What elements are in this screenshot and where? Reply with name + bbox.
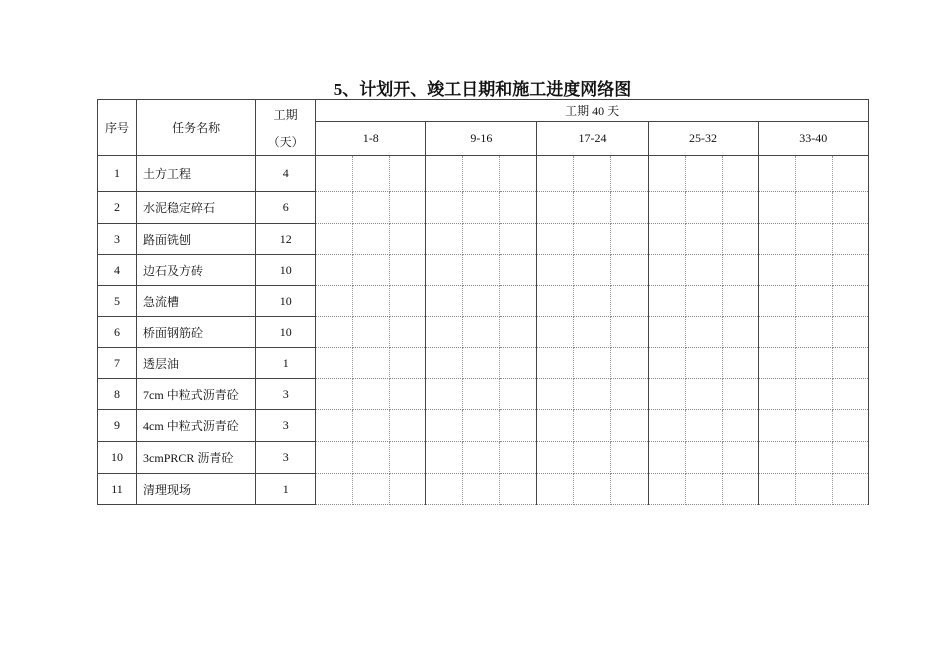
task-row: [98, 255, 869, 286]
task-duration: 6: [256, 192, 316, 224]
gantt-cell: [463, 379, 500, 410]
gantt-cell: [685, 156, 722, 192]
gantt-cell: [795, 379, 832, 410]
task-name: 3cmPRCR 沥青砼: [137, 442, 256, 474]
gantt-cell: [685, 442, 722, 474]
gantt-cell: [353, 156, 390, 192]
gantt-cell: [537, 410, 574, 442]
gantt-cell: [500, 379, 537, 410]
gantt-cell: [795, 442, 832, 474]
gantt-cell: [722, 379, 758, 410]
task-row: [98, 474, 869, 505]
task-row: [98, 224, 869, 255]
gantt-cell: [353, 474, 390, 505]
task-seq: 2: [98, 192, 137, 224]
task-duration: 12: [256, 224, 316, 255]
task-name: 边石及方砖: [137, 255, 256, 286]
gantt-cell: [353, 348, 390, 379]
header-task-name: 任务名称: [137, 100, 256, 156]
gantt-cell: [353, 442, 390, 474]
gantt-cell: [722, 224, 758, 255]
gantt-cell: [426, 348, 463, 379]
gantt-cell: [611, 410, 648, 442]
gantt-cell: [353, 317, 390, 348]
gantt-cell: [390, 156, 426, 192]
task-duration: 10: [256, 286, 316, 317]
gantt-cell: [500, 317, 537, 348]
gantt-cell: [758, 286, 795, 317]
gantt-cell: [353, 192, 390, 224]
gantt-cell: [685, 474, 722, 505]
gantt-cell: [426, 410, 463, 442]
gantt-cell: [316, 442, 353, 474]
gantt-cell: [463, 442, 500, 474]
header-period-total: 工期 40 天: [316, 100, 869, 122]
task-name: 桥面钢筋砼: [137, 317, 256, 348]
gantt-cell: [685, 317, 722, 348]
gantt-cell: [832, 192, 868, 224]
gantt-cell: [426, 474, 463, 505]
task-duration: 4: [256, 156, 316, 192]
task-seq: 11: [98, 474, 137, 505]
gantt-cell: [426, 224, 463, 255]
gantt-cell: [463, 156, 500, 192]
gantt-cell: [611, 474, 648, 505]
gantt-cell: [611, 192, 648, 224]
gantt-cell: [574, 224, 611, 255]
task-seq: 1: [98, 156, 137, 192]
gantt-cell: [685, 348, 722, 379]
gantt-cell: [611, 442, 648, 474]
gantt-cell: [611, 379, 648, 410]
gantt-cell: [648, 474, 685, 505]
gantt-cell: [832, 410, 868, 442]
gantt-cell: [500, 224, 537, 255]
gantt-cell: [500, 442, 537, 474]
gantt-cell: [537, 317, 574, 348]
gantt-cell: [722, 348, 758, 379]
gantt-cell: [353, 224, 390, 255]
gantt-cell: [463, 317, 500, 348]
gantt-cell: [722, 410, 758, 442]
gantt-cell: [500, 348, 537, 379]
header-row: [98, 100, 869, 122]
gantt-cell: [574, 379, 611, 410]
gantt-cell: [537, 348, 574, 379]
gantt-cell: [537, 379, 574, 410]
gantt-cell: [832, 379, 868, 410]
gantt-cell: [685, 224, 722, 255]
gantt-cell: [648, 442, 685, 474]
header-duration-label: 工期: [273, 107, 298, 122]
gantt-cell: [390, 224, 426, 255]
gantt-cell: [500, 474, 537, 505]
gantt-cell: [574, 156, 611, 192]
task-name: 7cm 中粒式沥青砼: [137, 379, 256, 410]
gantt-cell: [463, 255, 500, 286]
gantt-cell: [795, 348, 832, 379]
gantt-cell: [722, 317, 758, 348]
task-name: 透层油: [137, 348, 256, 379]
task-duration: 3: [256, 442, 316, 474]
gantt-cell: [353, 286, 390, 317]
gantt-cell: [832, 156, 868, 192]
gantt-cell: [390, 410, 426, 442]
gantt-cell: [795, 474, 832, 505]
period-header-3: 17-24: [537, 122, 648, 156]
task-duration: 1: [256, 474, 316, 505]
gantt-cell: [758, 224, 795, 255]
gantt-cell: [611, 348, 648, 379]
gantt-cell: [537, 286, 574, 317]
gantt-cell: [758, 410, 795, 442]
gantt-cell: [832, 255, 868, 286]
gantt-cell: [500, 410, 537, 442]
gantt-cell: [648, 255, 685, 286]
gantt-cell: [795, 255, 832, 286]
gantt-cell: [574, 348, 611, 379]
gantt-cell: [500, 156, 537, 192]
gantt-cell: [758, 474, 795, 505]
gantt-cell: [722, 474, 758, 505]
gantt-cell: [500, 286, 537, 317]
gantt-cell: [648, 156, 685, 192]
gantt-cell: [316, 286, 353, 317]
gantt-cell: [537, 156, 574, 192]
task-seq: 6: [98, 317, 137, 348]
period-header-5: 33-40: [758, 122, 868, 156]
gantt-cell: [648, 317, 685, 348]
gantt-cell: [722, 286, 758, 317]
gantt-cell: [463, 224, 500, 255]
gantt-cell: [537, 474, 574, 505]
gantt-cell: [832, 224, 868, 255]
gantt-cell: [758, 192, 795, 224]
gantt-cell: [390, 192, 426, 224]
period-header-4: 25-32: [648, 122, 758, 156]
gantt-cell: [463, 286, 500, 317]
gantt-cell: [648, 192, 685, 224]
gantt-cell: [316, 348, 353, 379]
gantt-cell: [758, 379, 795, 410]
gantt-cell: [390, 286, 426, 317]
gantt-cell: [390, 317, 426, 348]
task-duration: 1: [256, 348, 316, 379]
gantt-cell: [648, 348, 685, 379]
gantt-cell: [574, 192, 611, 224]
gantt-cell: [574, 255, 611, 286]
task-seq: 10: [98, 442, 137, 474]
task-name: 路面铣刨: [137, 224, 256, 255]
gantt-cell: [648, 410, 685, 442]
gantt-cell: [463, 192, 500, 224]
gantt-cell: [500, 255, 537, 286]
gantt-cell: [685, 410, 722, 442]
gantt-cell: [574, 474, 611, 505]
task-duration: 10: [256, 317, 316, 348]
gantt-cell: [353, 379, 390, 410]
gantt-cell: [722, 156, 758, 192]
header-duration-unit: （天）: [267, 134, 304, 149]
task-seq: 9: [98, 410, 137, 442]
gantt-cell: [316, 410, 353, 442]
task-name: 急流槽: [137, 286, 256, 317]
gantt-cell: [685, 255, 722, 286]
task-seq: 4: [98, 255, 137, 286]
task-duration: 3: [256, 410, 316, 442]
gantt-cell: [390, 348, 426, 379]
task-seq: 7: [98, 348, 137, 379]
gantt-cell: [537, 442, 574, 474]
gantt-cell: [316, 474, 353, 505]
schedule-table: [97, 99, 869, 505]
gantt-cell: [685, 192, 722, 224]
task-row: [98, 192, 869, 224]
gantt-cell: [426, 156, 463, 192]
gantt-cell: [758, 255, 795, 286]
gantt-cell: [611, 255, 648, 286]
gantt-cell: [758, 156, 795, 192]
gantt-cell: [611, 224, 648, 255]
gantt-cell: [611, 286, 648, 317]
gantt-cell: [426, 286, 463, 317]
gantt-cell: [316, 224, 353, 255]
gantt-cell: [537, 192, 574, 224]
gantt-cell: [758, 317, 795, 348]
gantt-cell: [795, 317, 832, 348]
period-header-2: 9-16: [426, 122, 537, 156]
gantt-cell: [316, 379, 353, 410]
gantt-cell: [426, 379, 463, 410]
gantt-cell: [685, 379, 722, 410]
gantt-cell: [390, 442, 426, 474]
gantt-cell: [426, 442, 463, 474]
gantt-cell: [611, 156, 648, 192]
task-row: [98, 410, 869, 442]
gantt-cell: [316, 317, 353, 348]
gantt-cell: [463, 474, 500, 505]
gantt-cell: [722, 442, 758, 474]
task-row: [98, 286, 869, 317]
gantt-cell: [574, 317, 611, 348]
gantt-cell: [795, 156, 832, 192]
task-name: 水泥稳定碎石: [137, 192, 256, 224]
gantt-cell: [574, 442, 611, 474]
gantt-cell: [648, 286, 685, 317]
task-seq: 5: [98, 286, 137, 317]
task-row: [98, 348, 869, 379]
period-header-1: 1-8: [316, 122, 426, 156]
gantt-cell: [648, 379, 685, 410]
task-duration: 10: [256, 255, 316, 286]
gantt-cell: [832, 442, 868, 474]
gantt-cell: [758, 442, 795, 474]
gantt-cell: [685, 286, 722, 317]
gantt-cell: [648, 224, 685, 255]
gantt-cell: [353, 410, 390, 442]
gantt-cell: [390, 379, 426, 410]
gantt-cell: [832, 474, 868, 505]
gantt-cell: [758, 348, 795, 379]
gantt-cell: [722, 192, 758, 224]
page-title: 5、计划开、竣工日期和施工进度网络图: [333, 80, 632, 99]
gantt-cell: [426, 317, 463, 348]
gantt-cell: [795, 192, 832, 224]
gantt-cell: [832, 317, 868, 348]
task-row: [98, 379, 869, 410]
gantt-cell: [722, 255, 758, 286]
gantt-cell: [832, 348, 868, 379]
gantt-cell: [500, 192, 537, 224]
gantt-cell: [316, 192, 353, 224]
task-duration: 3: [256, 379, 316, 410]
header-duration: [256, 100, 316, 156]
gantt-cell: [795, 286, 832, 317]
header-seq: 序号: [98, 100, 137, 156]
gantt-cell: [537, 255, 574, 286]
gantt-cell: [463, 410, 500, 442]
gantt-cell: [611, 317, 648, 348]
gantt-cell: [316, 255, 353, 286]
task-name: 清理现场: [137, 474, 256, 505]
task-row: [98, 156, 869, 192]
gantt-cell: [353, 255, 390, 286]
gantt-cell: [537, 224, 574, 255]
gantt-cell: [426, 255, 463, 286]
task-name: 4cm 中粒式沥青砼: [137, 410, 256, 442]
gantt-cell: [463, 348, 500, 379]
gantt-cell: [316, 156, 353, 192]
gantt-cell: [390, 255, 426, 286]
gantt-cell: [426, 192, 463, 224]
gantt-cell: [574, 410, 611, 442]
gantt-cell: [574, 286, 611, 317]
gantt-cell: [832, 286, 868, 317]
gantt-cell: [795, 224, 832, 255]
task-seq: 8: [98, 379, 137, 410]
gantt-cell: [390, 474, 426, 505]
task-row: [98, 442, 869, 474]
task-seq: 3: [98, 224, 137, 255]
task-name: 土方工程: [137, 156, 256, 192]
task-row: [98, 317, 869, 348]
gantt-cell: [795, 410, 832, 442]
